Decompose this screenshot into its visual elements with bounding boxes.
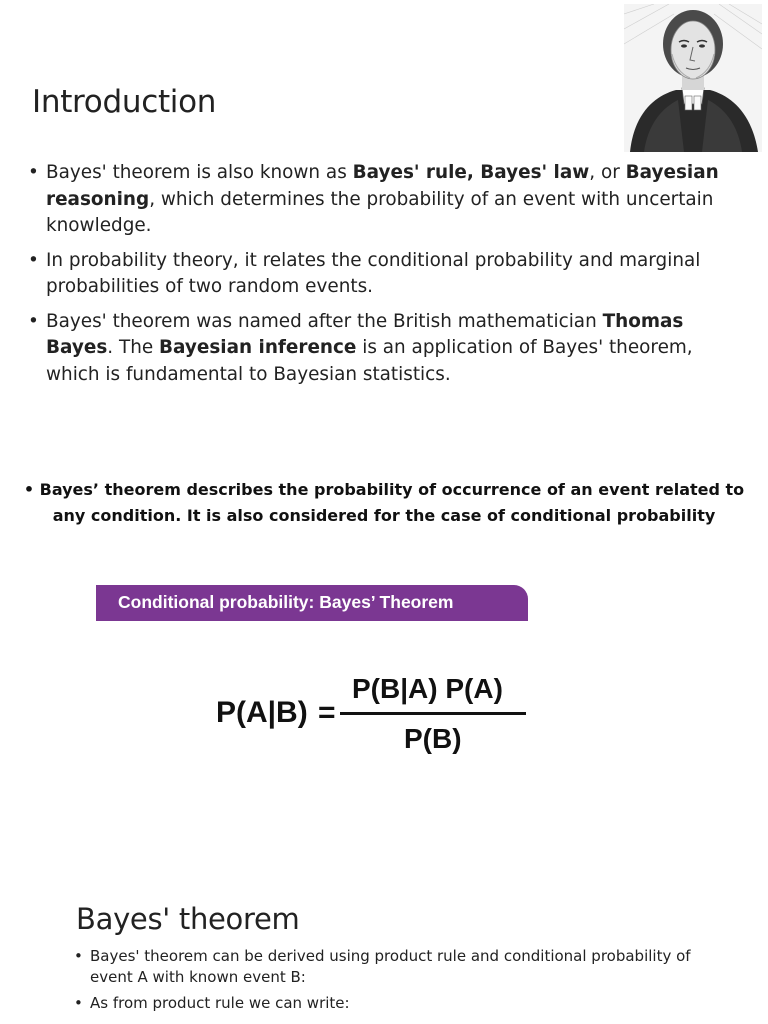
bold-text: Thomas Bayes [46,310,684,358]
text-run: , which determines the probability of an event with uncertain knowledge. [46,188,714,236]
thomas-bayes-portrait [624,4,762,152]
list-item [28,160,748,240]
formula-numerator: P(B|A) P(A) [352,673,503,704]
formula-denominator: P(B) [404,723,462,754]
section-banner [96,585,528,621]
text-run: . The [107,337,160,358]
bayes-description: • Bayes’ theorem describes the probability of occurrence of an event related to any condition. It is also considered for the case of conditional probability [23,480,745,525]
bold-text: Bayes' rule, Bayes' law [352,162,590,183]
text-run: In probability theory, it relates the conditional probability and marginal probabilities of two random events. [46,249,701,297]
list-item: • Bayes' theorem can be derived using product rule and conditional probability of event A with known event B: [74,946,734,987]
bold-text: Bayesian reasoning [46,162,719,210]
fraction-bar [340,712,526,715]
text-run: is an application of Bayes' theorem, which is fundamental to Bayesian statistics. [46,337,693,385]
intro-title: Introduction [32,84,217,120]
formula-equals: = [318,696,336,729]
text-run: , or [589,162,626,183]
bold-text: Bayesian inference [159,337,357,358]
formula-lhs: P(A|B) [216,696,308,729]
text-run: Bayes' theorem is also known as [46,162,353,183]
bayes-theorem-title: Bayes' theorem [76,902,300,936]
list-item [28,309,748,389]
banner-label: Conditional probability: Bayes’ Theorem [118,592,454,612]
intro-bullet-list [28,160,748,396]
list-item [28,248,748,301]
text-run: Bayes' theorem was named after the British mathematician [46,310,603,332]
list-item: • As from product rule we can write: [74,993,734,1014]
derivation-bullet-list [74,946,734,1020]
